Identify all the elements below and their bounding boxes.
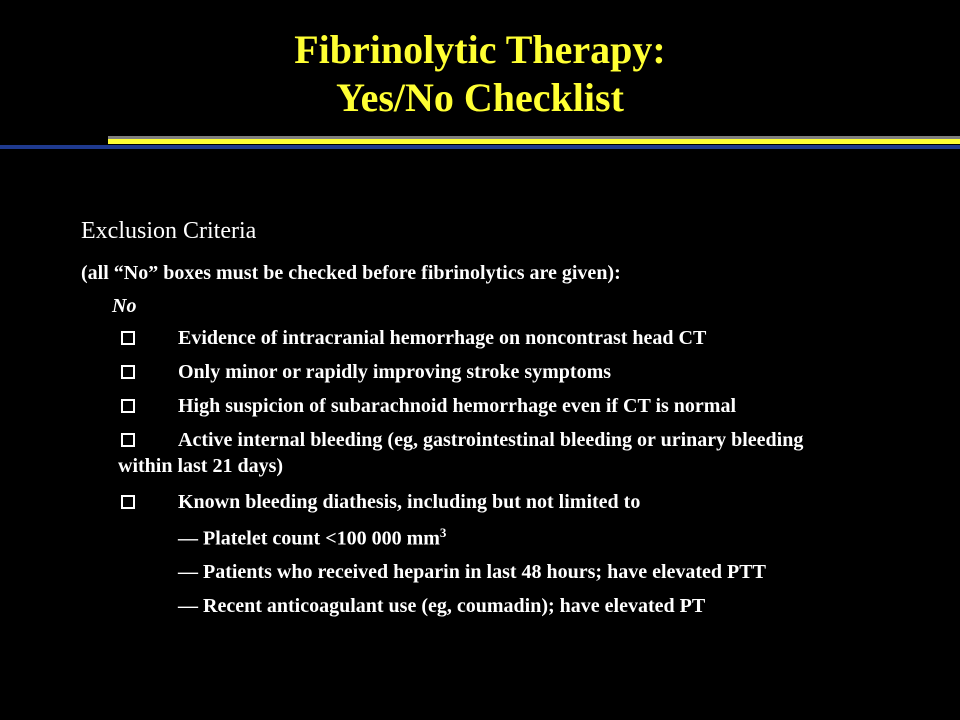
title-divider-blue [0,145,960,149]
superscript-3: 3 [439,525,447,540]
subcriterion-platelet [178,525,446,551]
subcriterion-anticoagulant: — Recent anticoagulant use (eg, coumadin); have elevated PT [178,595,706,617]
slide-title-line-2: Yes/No Checklist [336,75,624,120]
title-divider-yellow [108,139,960,144]
criterion-5-text: Known bleeding diathesis, including but not limited to [178,491,641,513]
checkbox-criterion-5[interactable] [121,495,135,509]
checkbox-criterion-4[interactable] [121,433,135,447]
checkbox-criterion-1[interactable] [121,331,135,345]
slide-title-line-1: Fibrinolytic Therapy: [294,27,666,72]
criterion-4-continuation: within last 21 days) [118,455,284,477]
criterion-4-text: Active internal bleeding (eg, gastrointestinal bleeding or urinary bleeding [178,429,804,451]
section-heading: Exclusion Criteria [81,218,257,244]
checkbox-criterion-3[interactable] [121,399,135,413]
no-column-label: No [112,295,137,317]
criterion-2-text: Only minor or rapidly improving stroke symptoms [178,361,612,383]
criterion-1-text: Evidence of intracranial hemorrhage on noncontrast head CT [178,327,707,349]
instruction-text: (all “No” boxes must be checked before fibrinolytics are given): [81,262,621,284]
subcriterion-heparin: — Patients who received heparin in last 48 hours; have elevated PTT [178,561,766,583]
criterion-3-text: High suspicion of subarachnoid hemorrhage even if CT is normal [178,395,737,417]
checkbox-criterion-2[interactable] [121,365,135,379]
subcriterion-platelet-text: — Platelet count <100 000 mm [178,527,440,550]
